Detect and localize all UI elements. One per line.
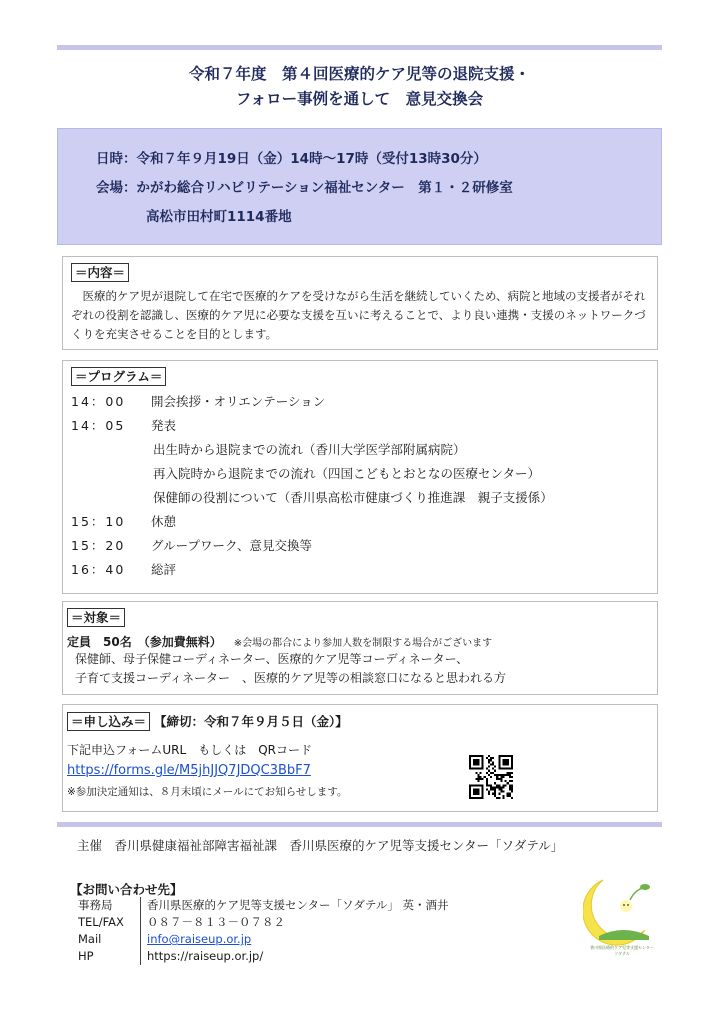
sodateru-logo bbox=[583, 858, 661, 958]
target-audience-line-2: 子育て支援コーディネーター 、医療的ケア児等の相談窓口になると思われる方 bbox=[75, 671, 507, 685]
apply-heading: ＝申し込み＝ bbox=[67, 712, 150, 731]
presentation-item: 出生時から退院までの流れ（香川大学医学部附属病院） bbox=[153, 442, 466, 457]
bottom-divider bbox=[57, 822, 662, 827]
program-item bbox=[71, 414, 649, 438]
organizer: 主催 香川県健康福祉部障害福祉課 香川県医療的ケア児等支援センター「ソダテル」 bbox=[77, 838, 564, 853]
program-item bbox=[71, 390, 649, 414]
program-time: 15：20 bbox=[71, 538, 126, 553]
deadline: 【締切：令和７年９月５日（金）】 bbox=[154, 714, 348, 729]
program-label: 休憩 bbox=[151, 514, 177, 529]
contact-label: Mail bbox=[78, 931, 141, 948]
contact-row bbox=[78, 948, 449, 965]
top-divider bbox=[57, 45, 662, 50]
program-label: グループワーク、意見交換等 bbox=[151, 538, 313, 553]
contact-label: 事務局 bbox=[78, 897, 141, 914]
program-time: 15：10 bbox=[71, 514, 126, 529]
program-list bbox=[71, 390, 649, 582]
target-heading: ＝対象＝ bbox=[67, 608, 125, 627]
qr-code-icon[interactable] bbox=[469, 755, 513, 799]
program-time: 14：05 bbox=[71, 418, 126, 433]
contact-label: TEL/FAX bbox=[78, 914, 141, 931]
contact-mail-link[interactable]: info@raiseup.or.jp bbox=[147, 932, 252, 946]
event-venue: 会場：かがわ総合リハビリテーション福祉センター 第１・２研修室 bbox=[96, 180, 513, 196]
form-intro: 下記申込フォームURL もしくは QRコード bbox=[67, 743, 312, 757]
contact-row bbox=[78, 931, 449, 948]
contact-table bbox=[78, 897, 449, 965]
presentation-item: 保健師の役割について（香川県高松市健康づくり推進課 親子支援係） bbox=[153, 490, 553, 505]
content-section bbox=[62, 256, 658, 350]
program-item bbox=[71, 534, 649, 558]
contact-row bbox=[78, 897, 449, 914]
target-audience-line-1: 保健師、母子保健コーディネーター、医療的ケア児等コーディネーター、 bbox=[75, 652, 469, 666]
apply-header bbox=[67, 711, 653, 731]
program-section bbox=[62, 360, 658, 594]
contact-title: 【お問い合わせ先】 bbox=[70, 882, 183, 897]
contact-value: ０８７－８１３－０７８２ bbox=[147, 915, 285, 929]
program-heading: ＝プログラム＝ bbox=[71, 367, 166, 386]
logo-caption: 香川県医療的ケア児等支援センター bbox=[590, 945, 654, 950]
content-heading: ＝内容＝ bbox=[71, 263, 129, 282]
program-label: 総評 bbox=[151, 562, 177, 577]
event-datetime: 日時：令和７年９月19日（金）14時～17時（受付13時30分） bbox=[96, 151, 487, 167]
apply-section bbox=[62, 704, 658, 812]
capacity-note: ※会場の都合により参加人数を制限する場合がございます bbox=[233, 638, 493, 649]
form-url-link[interactable]: https://forms.gle/M5jhJJQ7JDQC3BbF7 bbox=[67, 763, 311, 778]
apply-note: ※参加決定通知は、８月末頃にメールにてお知らせします。 bbox=[67, 786, 348, 798]
contact-row bbox=[78, 914, 449, 931]
event-address: 高松市田村町1114番地 bbox=[146, 209, 292, 225]
program-time: 14：00 bbox=[71, 394, 126, 409]
capacity-line bbox=[67, 633, 653, 650]
program-label: 発表 bbox=[151, 418, 177, 433]
program-item bbox=[71, 558, 649, 582]
program-item bbox=[71, 510, 649, 534]
event-info-box bbox=[57, 128, 662, 245]
target-section bbox=[62, 601, 658, 695]
logo-name: ソダテル bbox=[614, 951, 630, 956]
content-text: 医療的ケア児が退院して在宅で医療的ケアを受けながら生活を継続していくため、病院と地域の支援者がそれぞれの役割を認識し、医療的ケア児に必要な支援を互いに考えることで、より良い連携・支援のネットワークづくりを充実させることを目的とします。 bbox=[71, 289, 646, 341]
program-label: 開会挨拶・オリエンテーション bbox=[151, 394, 326, 409]
page-title bbox=[57, 62, 662, 112]
contact-hp-link[interactable]: https://raiseup.or.jp/ bbox=[147, 949, 264, 963]
title-line-1: 令和７年度 第４回医療的ケア児等の退院支援・ bbox=[188, 65, 530, 83]
presentation-item: 再入院時から退院までの流れ（四国こどもとおとなの医療センター） bbox=[153, 466, 541, 481]
program-time: 16：40 bbox=[71, 562, 126, 577]
capacity: 定員 50名 （参加費無料） bbox=[67, 635, 222, 649]
title-line-2: フォロー事例を通して 意見交換会 bbox=[235, 90, 484, 108]
contact-value: 香川県医療的ケア児等支援センター「ソダテル」 英・酒井 bbox=[147, 898, 449, 912]
contact-label: HP bbox=[78, 948, 141, 965]
